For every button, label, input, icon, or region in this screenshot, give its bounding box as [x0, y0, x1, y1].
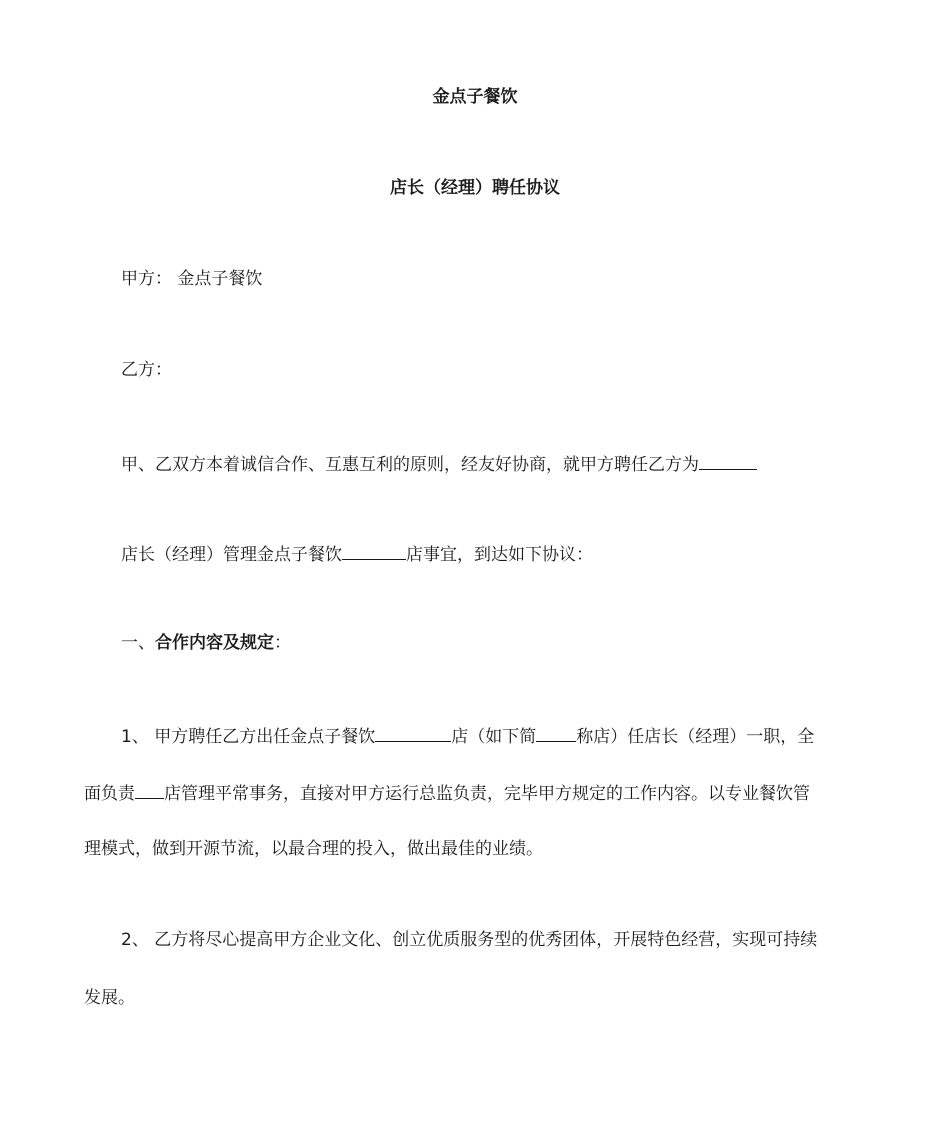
item-1-line-1-text-a: 1、 甲方聘任乙方出任金点子餐饮 [121, 727, 376, 747]
section-1-heading [121, 632, 291, 654]
party-a-label: 甲方： [121, 269, 172, 289]
item-1-line-1 [121, 723, 863, 748]
item-2-line-1: 2、 乙方将尽心提高甲方企业文化、创立优质服务型的优秀团体，开展特色经营，实现可持续 [121, 930, 818, 950]
store-blank-2 [135, 780, 164, 799]
agreement-title: 店长（经理）聘任协议 [390, 178, 560, 198]
party-b-label: 乙方： [121, 360, 172, 380]
section-1-number: 一、 [121, 633, 155, 653]
item-1-line-1-part1 [121, 723, 814, 748]
party-b-line [121, 359, 172, 381]
item-1-line-1-text-c: 称店）任店长（经理）一职，全 [576, 727, 815, 747]
intro-line-2-part2: 店事宜，到达如下协议： [406, 545, 593, 565]
intro-line-1-text: 甲、乙双方本着诚信合作、互惠互利的原则，经友好协商，就甲方聘任乙方为 [121, 455, 699, 475]
intro-line-2-part1: 店长（经理）管理金点子餐饮 [121, 545, 342, 565]
intro-line-1 [121, 451, 757, 476]
item-1-line-2 [84, 780, 863, 805]
item-1-line-1-text-b: 店（如下简 [451, 727, 537, 747]
intro-line-2 [121, 541, 593, 566]
section-1-title: 合作内容及规定 [155, 633, 274, 653]
item-1-line-3: 理模式，做到开源节流，以最合理的投入，做出最佳的业绩。 [84, 839, 543, 859]
company-title: 金点子餐饮 [432, 87, 518, 107]
party-a-line [121, 268, 262, 290]
store-name-blank [342, 541, 406, 560]
item-1-line-2-text-a: 面负责 [84, 784, 135, 804]
abbr-blank [536, 723, 576, 742]
position-blank [699, 451, 757, 470]
item-1-line-2-text-b: 店管理平常事务，直接对甲方运行总监负责，完毕甲方规定的工作内容。以专业餐饮管 [164, 784, 810, 804]
item-2-line-2: 发展。 [84, 988, 135, 1008]
section-1-colon: ： [274, 633, 291, 653]
party-a-value: 金点子餐饮 [177, 269, 263, 289]
store-blank-1 [375, 723, 451, 742]
